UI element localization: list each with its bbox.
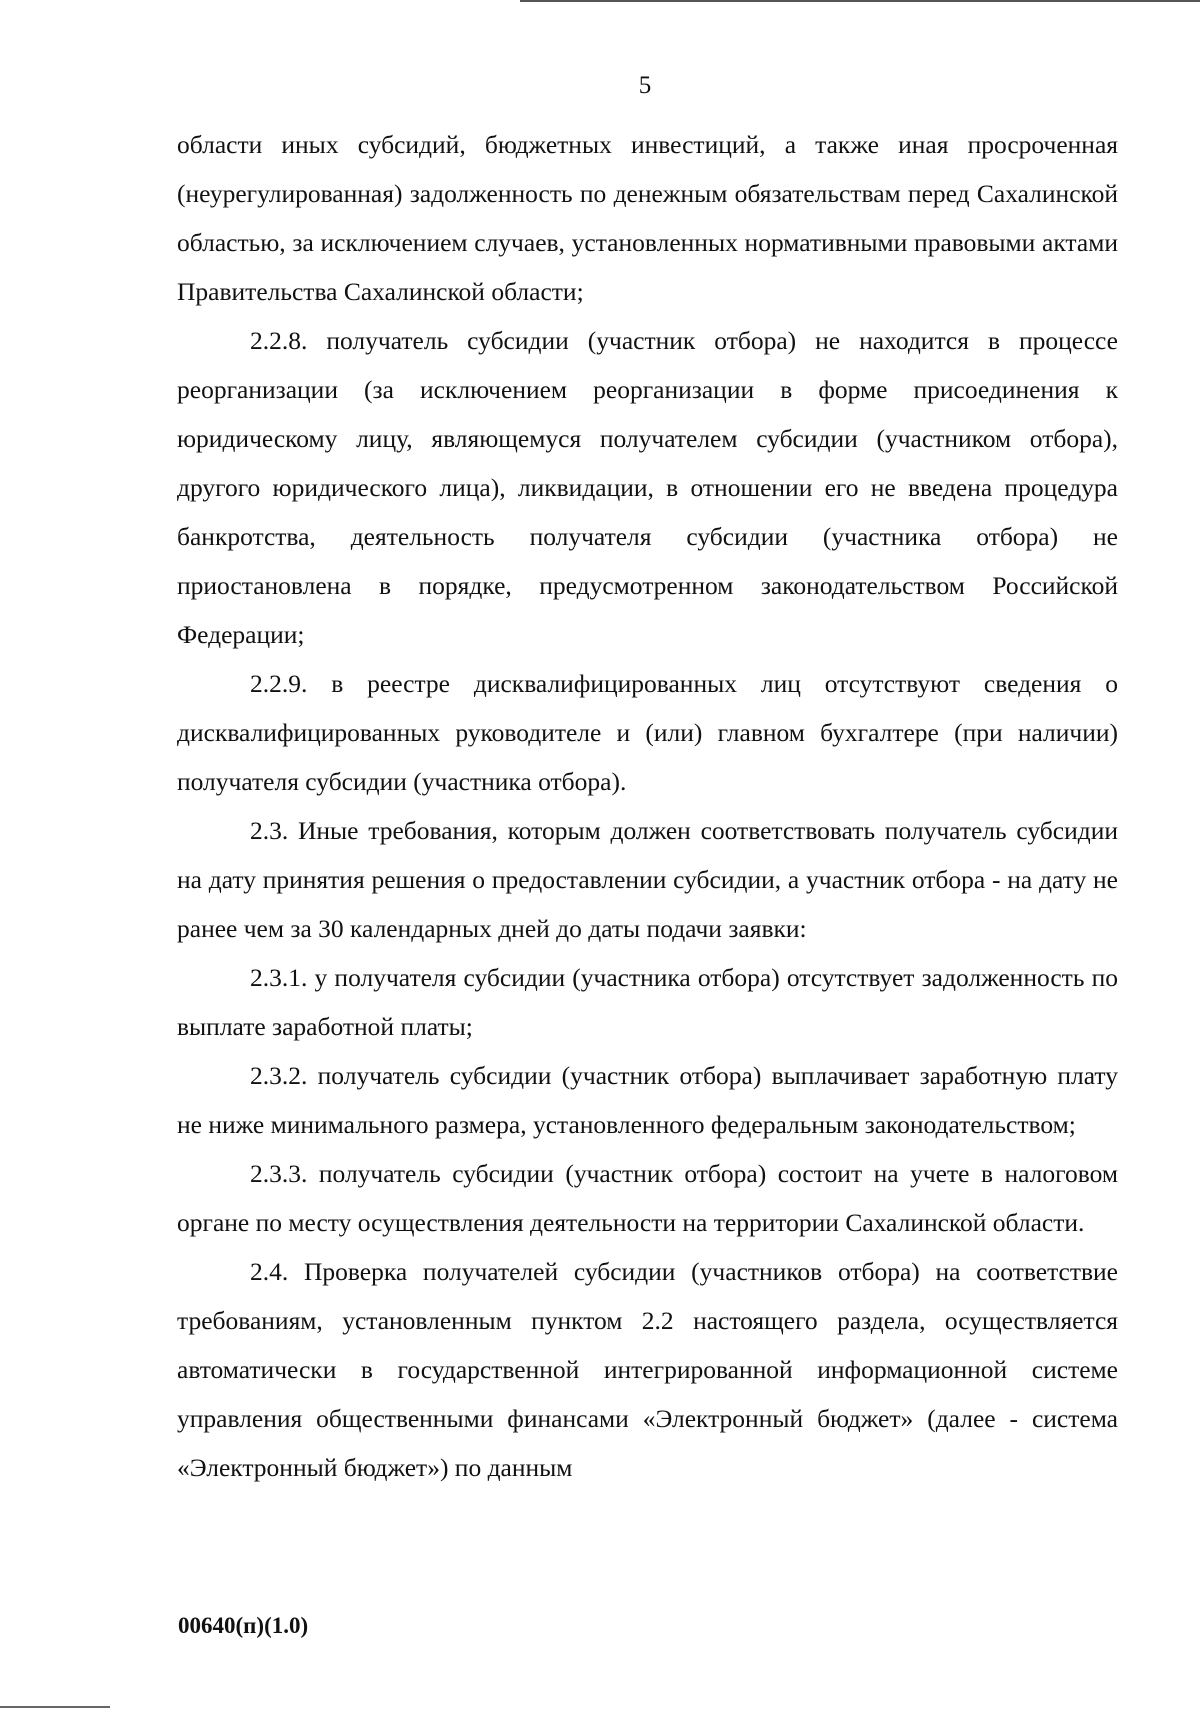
paragraph-2-3-3: 2.3.3. получатель субсидии (участник отбора) состоит на учете в налоговом органе по месту осуществления деятельности на территории Сахалинской области. bbox=[177, 1159, 1118, 1237]
top-scan-edge bbox=[520, 0, 1200, 2]
page-number: 5 bbox=[638, 72, 652, 99]
paragraph-2-3: 2.3. Иные требования, которым должен соответствовать получатель субсидии на дату принятия решения о предоставлении субсидии, а участник отбора - на дату не ранее чем за 30 календарных дней до даты подачи заявки: bbox=[177, 816, 1118, 943]
paragraph-2-2-8: 2.2.8. получатель субсидии (участник отбора) не находится в процессе реорганизации (за исключением реорганизации в форме присоединения к юридическому лицу, являющемуся получателем субсидии (участником отбора), другого юридического лица), ликвидации, в отношении его не введена процедура банкротства, деятельность получателя субсидии (участника отбора) не приостановлена в порядке, предусмотренном законодательством Российской Федерации; bbox=[177, 326, 1118, 649]
paragraph-continuation: области иных субсидий, бюджетных инвестиций, а также иная просроченная (неурегулированная) задолженность по денежным обязательствам перед Сахалинской областью, за исключением случаев, установленных нормативными правовыми актами Правительства Сахалинской области; bbox=[177, 130, 1118, 306]
bottom-scan-edge bbox=[0, 1706, 110, 1708]
paragraph-2-2-9: 2.2.9. в реестре дисквалифицированных лиц отсутствуют сведения о дисквалифицированных руководителе и (или) главном бухгалтере (при наличии) получателя субсидии (участника отбора). bbox=[177, 669, 1118, 796]
paragraph-2-3-2: 2.3.2. получатель субсидии (участник отбора) выплачивает заработную плату не ниже минимального размера, установленного федеральным законодательством; bbox=[177, 1061, 1118, 1139]
document-body bbox=[177, 120, 1118, 1492]
paragraph-2-3-1: 2.3.1. у получателя субсидии (участника отбора) отсутствует задолженность по выплате заработной платы; bbox=[177, 963, 1118, 1041]
paragraph-2-4: 2.4. Проверка получателей субсидии (участников отбора) на соответствие требованиям, установленным пунктом 2.2 настоящего раздела, осуществляется автоматически в государственной интегрированной информационной системе управления общественными финансами «Электронный бюджет» (далее - система «Электронный бюджет») по данным bbox=[177, 1257, 1118, 1482]
document-code: 00640(п)(1.0) bbox=[178, 1613, 309, 1638]
